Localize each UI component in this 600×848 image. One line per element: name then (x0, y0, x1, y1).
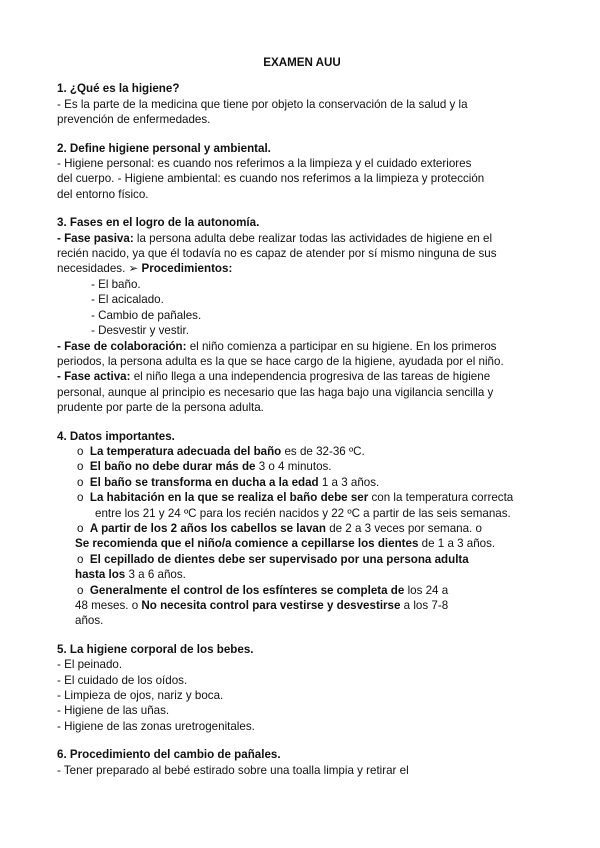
fase-pasiva-line: necesidades. ➢ Procedimientos: (57, 262, 233, 276)
dato-item: o Generalmente el control de los esfínteres se completa de los 24 a (77, 583, 449, 597)
section-1-line: - Es la parte de la medicina que tiene por objeto la conservación de la salud y la (57, 97, 468, 111)
fase-colaboracion-line: periodos, la persona adulta es la que se hace cargo de la higiene, ayudada por el niño. (57, 354, 504, 368)
section-2-line: del cuerpo. - Higiene ambiental: es cuando nos referimos a la limpieza y protección (57, 172, 485, 186)
bullet: o (77, 460, 84, 474)
section-1-line: prevención de enfermedades. (57, 113, 211, 127)
document-page (57, 55, 547, 778)
bullet: o (77, 491, 84, 505)
bullet: o (77, 583, 84, 597)
section-5-heading: 5. La higiene corporal de los bebes. (57, 642, 254, 656)
bullet: o (77, 475, 84, 489)
procedimiento-item: - Cambio de pañales. (91, 308, 202, 322)
procedimiento-item: - Desvestir y vestir. (91, 324, 189, 338)
dato-item-continuation: 48 meses. o No necesita control para vestirse y desvestirse a los 7-8 (75, 599, 449, 612)
bullet: o (77, 521, 84, 535)
procedimiento-item: - El baño. (91, 277, 141, 291)
bullet: o (77, 552, 84, 566)
higiene-item: - Limpieza de ojos, nariz y boca. (57, 689, 224, 703)
fase-colaboracion-label: - Fase de colaboración: (57, 339, 187, 353)
fase-colaboracion-line: - Fase de colaboración: el niño comienza a participar en su higiene. En los primeros (57, 339, 497, 353)
fase-pasiva-line: recién nacido, ya que él todavía no es capaz de atender por sí mismo ninguna de sus (57, 247, 497, 261)
section-1-heading: 1. ¿Qué es la higiene? (57, 82, 180, 96)
fase-activa-line: personal, aunque al principio es necesario que las haga bajo una vigilancia sencilla y (57, 385, 494, 399)
section-2-line: - Higiene personal: es cuando nos referimos a la limpieza y el cuidado exteriores (57, 157, 472, 171)
document-title: EXAMEN AUU (263, 56, 341, 69)
section-4-heading: 4. Datos importantes. (57, 429, 175, 443)
dato-item: o El baño no debe durar más de 3 o 4 minutos. (77, 460, 332, 474)
dato-item: o La habitación en la que se realiza el baño debe ser con la temperatura correcta (77, 491, 514, 505)
higiene-item: - El cuidado de los oídos. (57, 673, 188, 687)
fase-activa-line: - Fase activa: el niño llega a una independencia progresiva de las tareas de higiene (57, 370, 491, 384)
section-6-line: - Tener preparado al bebé estirado sobre una toalla limpia y retirar el (57, 763, 409, 777)
dato-item-continuation: hasta los 3 a 6 años. (75, 568, 186, 582)
bullet: o (77, 444, 84, 458)
fase-activa-line: prudente por parte de la persona adulta. (57, 401, 264, 415)
fase-pasiva-label: - Fase pasiva: (57, 231, 134, 245)
fase-activa-label: - Fase activa: (57, 370, 131, 384)
fase-pasiva-line: - Fase pasiva: la persona adulta debe realizar todas las actividades de higiene en el (57, 231, 493, 245)
section-2-line: del entorno físico. (57, 187, 149, 201)
higiene-item: - El peinado. (57, 658, 123, 672)
dato-item: Se recomienda que el niño/a comience a cepillarse los dientes de 1 a 3 años. (75, 537, 496, 551)
procedimiento-item: - El acicalado. (91, 293, 164, 307)
section-3-heading: 3. Fases en el logro de la autonomía. (57, 216, 260, 230)
dato-item: o A partir de los 2 años los cabellos se lavan de 2 a 3 veces por semana. o (77, 521, 482, 535)
dato-item: o La temperatura adecuada del baño es de 32-36 ºC. (77, 444, 365, 458)
section-2-heading: 2. Define higiene personal y ambiental. (57, 141, 271, 155)
procedimientos-label: Procedimientos: (141, 262, 233, 276)
section-6-heading: 6. Procedimiento del cambio de pañales. (57, 748, 281, 762)
dato-item: o El cepillado de dientes debe ser supervisado por una persona adulta (77, 552, 469, 566)
dato-item-continuation: años. (75, 614, 104, 628)
higiene-item: - Higiene de las zonas uretrogenitales. (57, 719, 255, 733)
dato-item-continuation: entre los 21 y 24 ºC para los recién nacidos y 22 ºC a partir de las seis semanas. (95, 506, 511, 520)
dato-item: o El baño se transforma en ducha a la edad 1 a 3 años. (77, 475, 380, 489)
higiene-item: - Higiene de las uñas. (57, 704, 170, 718)
